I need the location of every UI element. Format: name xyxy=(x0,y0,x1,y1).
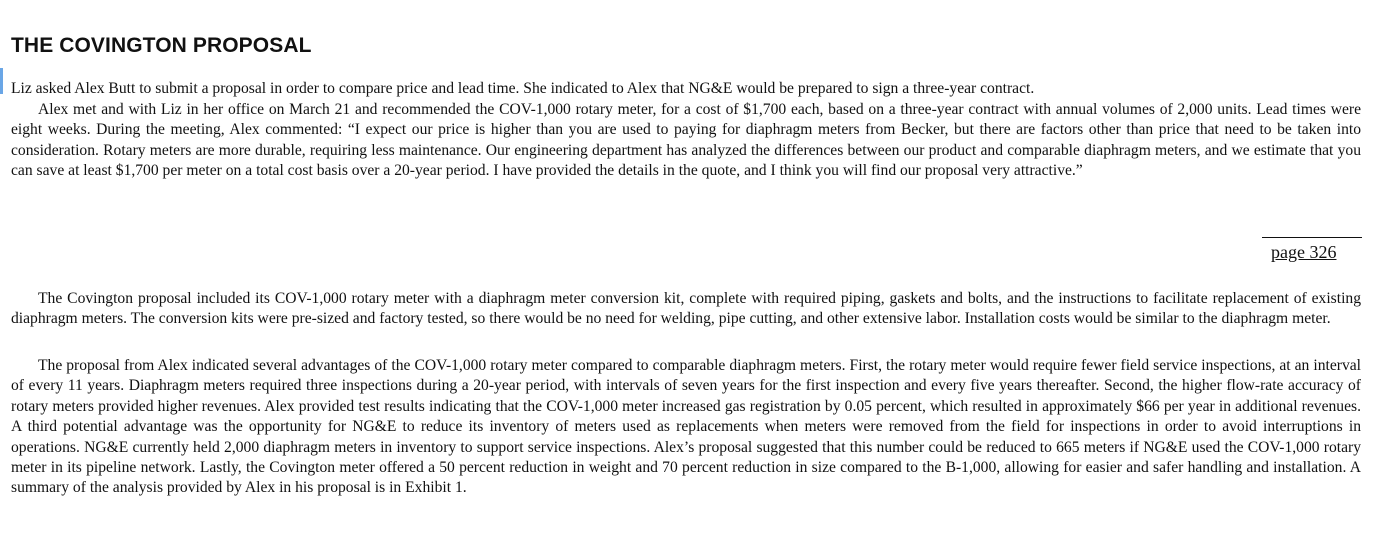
paragraph-liz-request: Liz asked Alex Butt to submit a proposal in order to compare price and lead time. She indicated to Alex that NG&E would be prepared to sign a three-year contract. xyxy=(11,80,1035,97)
section-title: THE COVINGTON PROPOSAL xyxy=(11,34,312,57)
paragraph-alex-meeting: Alex met and with Liz in her office on March 21 and recommended the COV-1,000 rotary meter, for a cost of $1,700 each, based on a three-year contract with annual volumes of 2,000 units. Lead times were eight weeks. During the meeting, Alex commented: “I expect our price is higher than you are used to paying for diaphragm meters from Becker, but there are factors other than price that need to be taken into consideration. Rotary meters are more durable, requiring less maintenance. Our engineering department has analyzed the differences between our product and comparable diaphragm meters, and we estimate that you can save at least $1,700 per meter on a total cost basis over a 20-year period. I have provided the details in the quote, and I think you will find our proposal very attractive.” xyxy=(11,101,1361,180)
page-break-rule xyxy=(1262,237,1362,238)
scroll-position-marker xyxy=(0,68,3,94)
paragraph-proposal-advantages: The proposal from Alex indicated several advantages of the COV-1,000 rotary meter compared to comparable diaphragm meters. First, the rotary meter would require fewer field service inspections, at an interval of every 11 years. Diaphragm meters required three inspections during a 20-year period, with intervals of seven years for the first inspection and every five years thereafter. Second, the higher flow-rate accuracy of rotary meters provided higher revenues. Alex provided test results indicating that the COV-1,000 meter increased gas registration by 0.05 percent, which resulted in approximately $66 per year in additional revenues. A third potential advantage was the opportunity for NG&E to reduce its inventory of meters used as replacements when meters were removed from the field for inspections in order to avoid interruptions in operations. NG&E currently held 2,000 diaphragm meters in inventory to support service inspections. Alex’s proposal suggested that this number could be reduced to 665 meters if NG&E used the COV-1,000 rotary meter in its pipeline network. Lastly, the Covington meter offered a 50 percent reduction in weight and 70 percent reduction in size compared to the B-1,000, allowing for easier and safer handling and installation. A summary of the analysis provided by Alex in his proposal is in Exhibit 1. xyxy=(11,357,1361,497)
paragraph-conversion-kit: The Covington proposal included its COV-1,000 rotary meter with a diaphragm meter conversion kit, complete with required piping, gaskets and bolts, and the instructions to facilitate replacement of existing diaphragm meters. The conversion kits were pre-sized and factory tested, so there would be no need for welding, pipe cutting, and other extensive labor. Installation costs would be similar to the diaphragm meter. xyxy=(11,290,1361,328)
page-number-label: page 326 xyxy=(1271,242,1337,262)
